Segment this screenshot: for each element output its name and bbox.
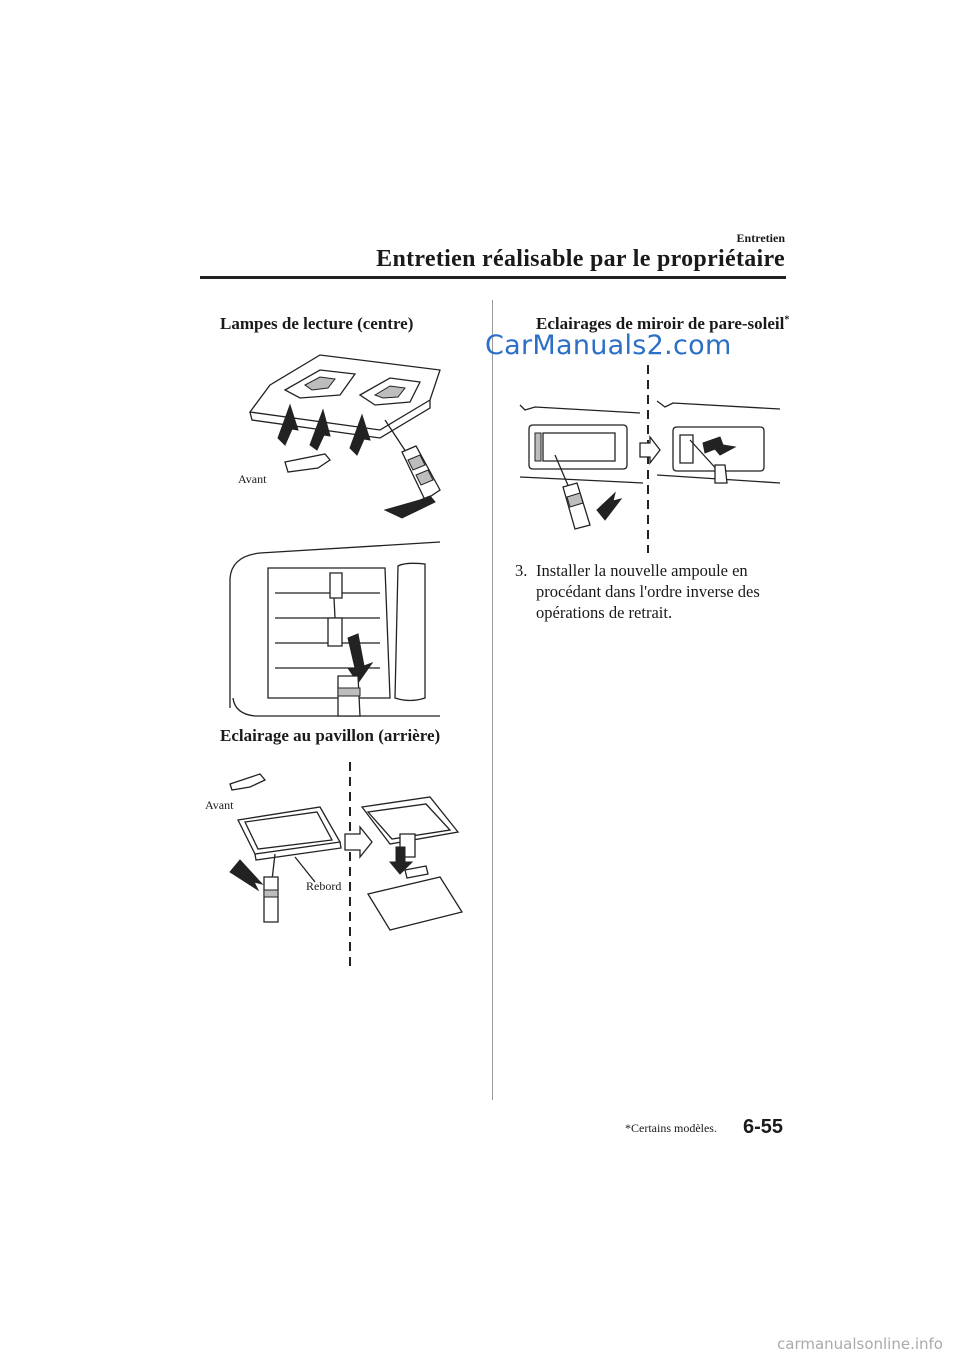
reading-lamp-bulb-illustration: [230, 538, 445, 718]
step-number: 3.: [515, 561, 528, 580]
chapter-title: Entretien réalisable par le propriétaire: [376, 246, 785, 272]
label-avant-1: Avant: [238, 472, 267, 486]
caption-mirror-lights-text: Eclairages de miroir de pare-soleil: [536, 314, 785, 333]
caption-reading-lamps: Lampes de lecture (centre): [220, 314, 414, 333]
reading-lamp-removal-illustration: [230, 350, 450, 525]
sunvisor-mirror-light-illustration: [515, 365, 785, 555]
step-text-line-2: procédant dans l'ordre inverse des: [536, 582, 760, 601]
bottom-watermark: carmanualsonline.info: [777, 1335, 943, 1353]
step-text-line-3: opérations de retrait.: [536, 603, 673, 622]
caption-roof-light: Eclairage au pavillon (arrière): [220, 726, 441, 745]
page-number: 6-55: [743, 1116, 784, 1138]
watermark-carmanuals2: CarManuals2.com: [485, 330, 732, 361]
label-rebord: Rebord: [306, 879, 342, 893]
label-avant-2: Avant: [205, 798, 234, 812]
roof-light-removal-illustration: [200, 762, 470, 972]
caption-asterisk: *: [784, 314, 790, 326]
header-rule: [200, 276, 786, 279]
column-divider: [492, 300, 493, 1100]
step-text-line-1: Installer la nouvelle ampoule en: [536, 561, 748, 580]
step-3-line-1: [515, 560, 760, 581]
step-3: [515, 560, 760, 623]
footnote-certain-models: *Certains modèles.: [625, 1121, 717, 1135]
section-label: Entretien: [736, 231, 785, 245]
